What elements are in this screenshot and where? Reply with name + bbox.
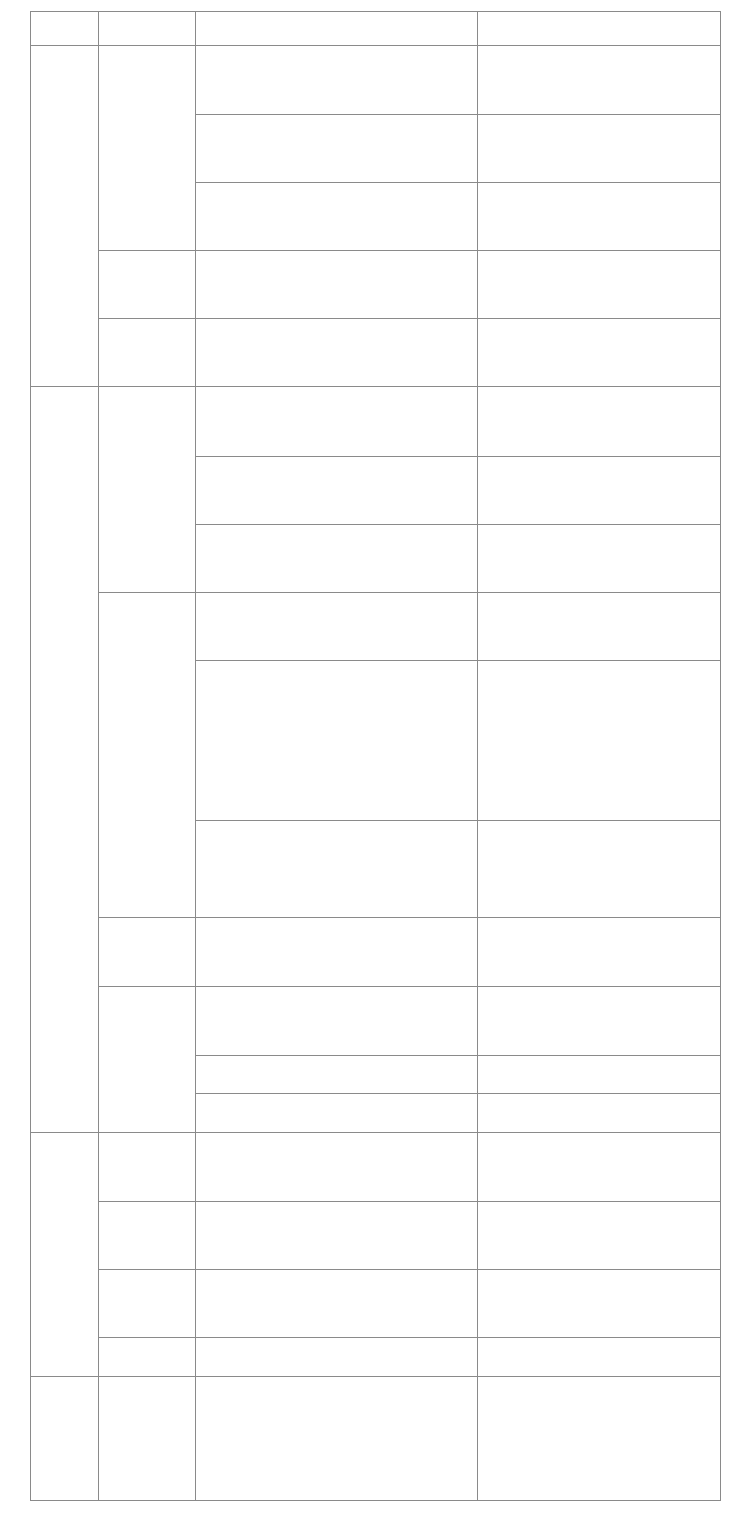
table-row xyxy=(31,1377,721,1501)
module-cell xyxy=(99,251,196,319)
explanation-cell xyxy=(196,1133,478,1202)
module-cell xyxy=(99,592,196,918)
evaluation-cell xyxy=(478,319,721,387)
module-cell xyxy=(99,46,196,251)
evaluation-cell xyxy=(478,1055,721,1094)
category-cell xyxy=(31,1377,99,1501)
evaluation-cell xyxy=(478,1270,721,1338)
explanation-cell xyxy=(196,183,478,251)
evaluation-table xyxy=(30,11,721,1501)
explanation-cell xyxy=(196,524,478,592)
table-row xyxy=(31,46,721,115)
table-header-row xyxy=(31,12,721,46)
module-cell xyxy=(99,918,196,986)
header-module xyxy=(99,12,196,46)
evaluation-cell xyxy=(478,115,721,183)
evaluation-cell xyxy=(478,1133,721,1202)
module-cell xyxy=(99,319,196,387)
module-cell xyxy=(99,1377,196,1501)
evaluation-cell xyxy=(478,387,721,456)
explanation-cell xyxy=(196,592,478,660)
category-cell xyxy=(31,387,99,1133)
evaluation-cell xyxy=(478,251,721,319)
explanation-cell xyxy=(196,918,478,986)
table-row xyxy=(31,251,721,319)
evaluation-cell xyxy=(478,1202,721,1270)
evaluation-cell xyxy=(478,524,721,592)
category-cell xyxy=(31,1133,99,1377)
explanation-cell xyxy=(196,387,478,456)
table-body xyxy=(31,46,721,1501)
evaluation-cell xyxy=(478,183,721,251)
explanation-cell xyxy=(196,115,478,183)
evaluation-cell xyxy=(478,918,721,986)
header-explanation xyxy=(196,12,478,46)
explanation-cell xyxy=(196,46,478,115)
explanation-cell xyxy=(196,1094,478,1133)
evaluation-cell xyxy=(478,986,721,1055)
evaluation-cell xyxy=(478,46,721,115)
explanation-cell xyxy=(196,821,478,918)
table-row xyxy=(31,387,721,456)
module-cell xyxy=(99,986,196,1133)
explanation-cell xyxy=(196,1202,478,1270)
table-row xyxy=(31,986,721,1055)
table-row xyxy=(31,1270,721,1338)
module-cell xyxy=(99,1133,196,1202)
table-row xyxy=(31,1202,721,1270)
header-category xyxy=(31,12,99,46)
evaluation-cell xyxy=(478,821,721,918)
evaluation-cell xyxy=(478,660,721,820)
explanation-cell xyxy=(196,1055,478,1094)
module-cell xyxy=(99,1338,196,1377)
evaluation-cell xyxy=(478,1377,721,1501)
evaluation-cell xyxy=(478,1338,721,1377)
table-row xyxy=(31,319,721,387)
evaluation-cell xyxy=(478,592,721,660)
explanation-cell xyxy=(196,1377,478,1501)
module-cell xyxy=(99,387,196,592)
header-evaluation xyxy=(478,12,721,46)
evaluation-cell xyxy=(478,1094,721,1133)
explanation-cell xyxy=(196,1338,478,1377)
explanation-cell xyxy=(196,319,478,387)
evaluation-cell xyxy=(478,456,721,524)
module-cell xyxy=(99,1202,196,1270)
table-row xyxy=(31,918,721,986)
explanation-cell xyxy=(196,456,478,524)
explanation-cell xyxy=(196,1270,478,1338)
explanation-cell xyxy=(196,660,478,820)
category-cell xyxy=(31,46,99,387)
table-row xyxy=(31,1338,721,1377)
table-row xyxy=(31,1133,721,1202)
table-row xyxy=(31,592,721,660)
module-cell xyxy=(99,1270,196,1338)
explanation-cell xyxy=(196,251,478,319)
explanation-cell xyxy=(196,986,478,1055)
